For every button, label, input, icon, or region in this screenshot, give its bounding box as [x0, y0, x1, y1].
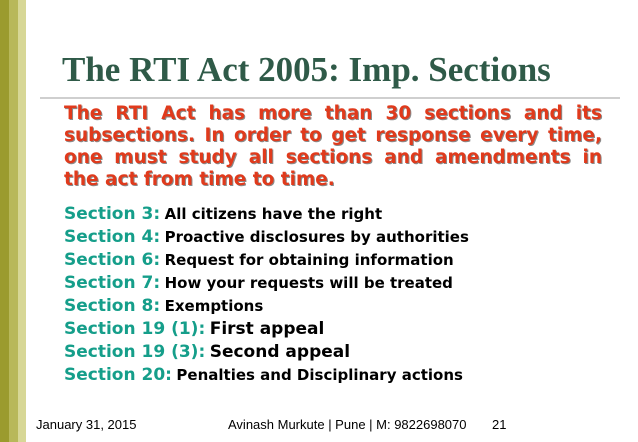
- section-label: Section 7:: [64, 273, 161, 293]
- slide-title: The RTI Act 2005: Imp. Sections: [62, 50, 551, 89]
- intro-paragraph: The RTI Act has more than 30 sections and its subsections. In order to get response every time, one must study all sections and amendments in the act from time to time.: [64, 103, 602, 190]
- section-label: Section 4:: [64, 227, 161, 247]
- section-description: First appeal: [209, 319, 325, 339]
- section-description: Proactive disclosures by authorities: [164, 228, 469, 246]
- section-description: Exemptions: [164, 297, 264, 315]
- section-item: [64, 296, 624, 319]
- section-description: Second appeal: [209, 342, 351, 362]
- section-description: Request for obtaining information: [164, 251, 454, 269]
- sidebar-stripe-light: [18, 0, 26, 442]
- section-description: Penalties and Disciplinary actions: [176, 366, 463, 384]
- sidebar-stripe-dark: [0, 0, 9, 442]
- section-label: Section 19 (3):: [64, 342, 206, 362]
- footer-page-number: 21: [492, 417, 507, 432]
- section-item: [64, 365, 624, 388]
- section-item: [64, 342, 624, 365]
- section-description: How your requests will be treated: [164, 274, 453, 292]
- section-item: [64, 250, 624, 273]
- section-label: Section 20:: [64, 365, 172, 385]
- section-item: [64, 227, 624, 250]
- section-label: Section 8:: [64, 296, 161, 316]
- section-label: Section 3:: [64, 204, 161, 224]
- section-item: [64, 204, 624, 227]
- title-divider: [40, 97, 620, 99]
- section-label: Section 6:: [64, 250, 161, 270]
- sidebar-stripe-mid: [9, 0, 18, 442]
- section-description: All citizens have the right: [164, 205, 383, 223]
- section-item: [64, 319, 624, 342]
- section-item: [64, 273, 624, 296]
- footer-author: Avinash Murkute | Pune | M: 9822698070: [228, 417, 467, 432]
- sections-list: [64, 204, 624, 388]
- section-label: Section 19 (1):: [64, 319, 206, 339]
- footer-date: January 31, 2015: [36, 417, 137, 432]
